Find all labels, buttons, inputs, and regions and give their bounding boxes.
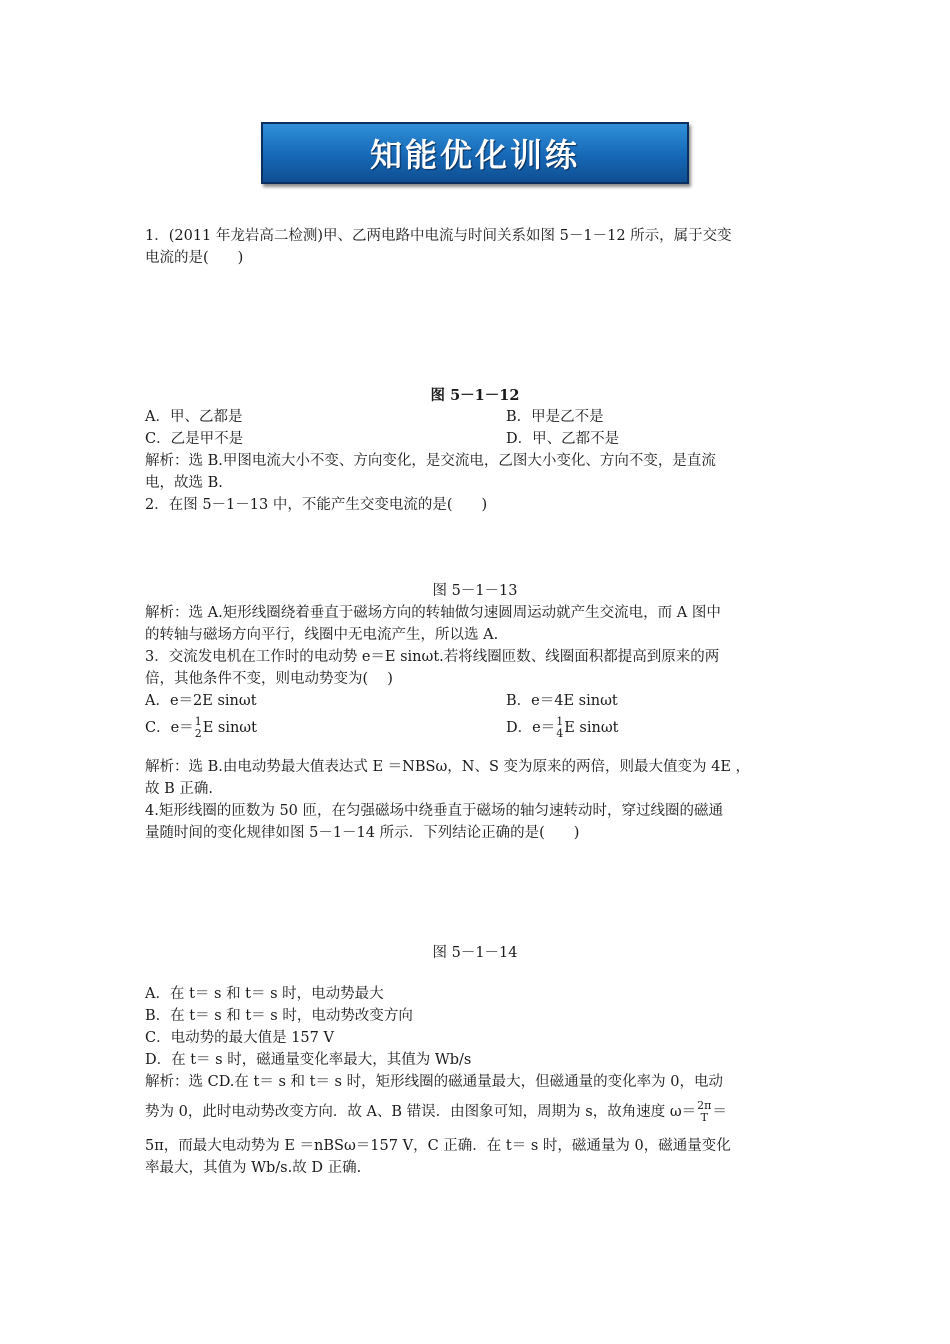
q1-option-a: A．甲、乙都是 — [145, 409, 243, 425]
q1-figure-caption: 图 5－1－12 — [430, 387, 520, 404]
q3-option-d-rest: E sinωt — [564, 720, 619, 736]
q2-analysis-line2: 的转轴与磁场方向平行，线圈中无电流产生，所以选 A. — [145, 627, 499, 643]
q3-option-d-num: 1 — [556, 715, 564, 728]
q4-stem-line2: 量随时间的变化规律如图 5－1－14 所示．下列结论正确的是( ) — [145, 825, 580, 841]
q1-option-d: D．甲、乙都不是 — [506, 431, 620, 447]
q1-stem-line2: 电流的是( ) — [145, 250, 244, 266]
q4-stem-line1: 4.矩形线圈的匝数为 50 匝，在匀强磁场中绕垂直于磁场的轴匀速转动时，穿过线圈的磁通 — [145, 803, 723, 819]
q1-stem-line1: 1．(2011 年龙岩高二检测)甲、乙两电路中电流与时间关系如图 5－1－12 所示，属于交变 — [145, 228, 732, 244]
q4-analysis-line2 — [145, 1097, 727, 1127]
q3-option-d — [506, 715, 618, 741]
q3-stem-line1: 3．交流发电机在工作时的电动势 e＝E sinωt.若将线圈匝数、线圈面积都提高到原来的两 — [145, 649, 720, 665]
q4-analysis-line2-end: ＝ — [712, 1104, 727, 1120]
q1-option-c: C．乙是甲不是 — [145, 431, 244, 447]
q2-figure-caption: 图 5－1－13 — [432, 583, 518, 599]
title-banner — [261, 122, 689, 184]
q4-omega-den: T — [700, 1111, 708, 1124]
q4-option-c: C．电动势的最大值是 157 V — [145, 1030, 334, 1046]
banner-title: 知能优化训练 — [369, 136, 580, 174]
q3-option-c-rest: E sinωt — [202, 720, 257, 736]
q3-option-c-prefix: C．e＝ — [145, 720, 194, 736]
q3-option-d-fraction — [556, 716, 563, 740]
q3-analysis-line1: 解析：选 B.由电动势最大值表达式 E ＝NBSω，N、S 变为原来的两倍，则最大值变为 4E ， — [145, 759, 751, 775]
q3-option-c-num: 1 — [194, 715, 202, 728]
q4-option-b: B．在 t＝ s 和 t＝ s 时，电动势改变方向 — [145, 1008, 413, 1024]
q3-option-c-den: 2 — [194, 727, 202, 740]
q2-analysis-line1: 解析：选 A.矩形线圈绕着垂直于磁场方向的转轴做匀速圆周运动就产生交流电，而 A 图中 — [145, 605, 721, 621]
q4-analysis-line4: 率最大，其值为 Wb/s.故 D 正确. — [145, 1160, 362, 1176]
q3-stem-line2 — [145, 670, 393, 688]
q1-analysis-line1: 解析：选 B.甲图电流大小不变、方向变化，是交流电，乙图大小变化、方向不变，是直流 — [145, 453, 716, 469]
q3-option-d-prefix: D．e＝ — [506, 720, 556, 736]
q3-analysis-line2: 故 B 正确. — [145, 781, 213, 797]
q4-analysis-line2-text: 势为 0，此时电动势改变方向．故 A、B 错误．由图象可知，周期为 s，故角速度 ω＝ — [145, 1104, 697, 1120]
q4-analysis-line3: 5π，而最大电动势为 E ＝nBSω＝157 V，C 正确．在 t＝ s 时，磁通量为 0，磁通量变化 — [145, 1138, 731, 1154]
q3-option-a: A．e＝2E sinωt — [145, 693, 257, 709]
q1-option-b: B．甲是乙不是 — [506, 409, 604, 425]
q4-option-a: A．在 t＝ s 和 t＝ s 时，电动势最大 — [145, 986, 384, 1002]
q2-stem: 2．在图 5－1－13 中，不能产生交变电流的是( ) — [145, 497, 488, 513]
q3-option-b: B．e＝4E sinωt — [506, 693, 618, 709]
q3-option-c-fraction — [195, 716, 202, 740]
q3-option-d-den: 4 — [556, 727, 564, 740]
q1-analysis-line2: 电，故选 B. — [145, 475, 223, 491]
q4-omega-num: 2π — [697, 1099, 712, 1112]
q4-figure-caption: 图 5－1－14 — [432, 945, 518, 961]
q3-option-c — [145, 715, 257, 741]
q3-stem-line2-text: 倍，其他条件不变，则电动势变为( ) — [145, 671, 393, 687]
q4-omega-fraction — [697, 1100, 711, 1124]
q4-option-d: D．在 t＝ s 时，磁通量变化率最大，其值为 Wb/s — [145, 1052, 472, 1068]
q4-analysis-line1: 解析：选 CD.在 t＝ s 和 t＝ s 时，矩形线圈的磁通量最大，但磁通量的变化率为 0，电动 — [145, 1074, 723, 1090]
